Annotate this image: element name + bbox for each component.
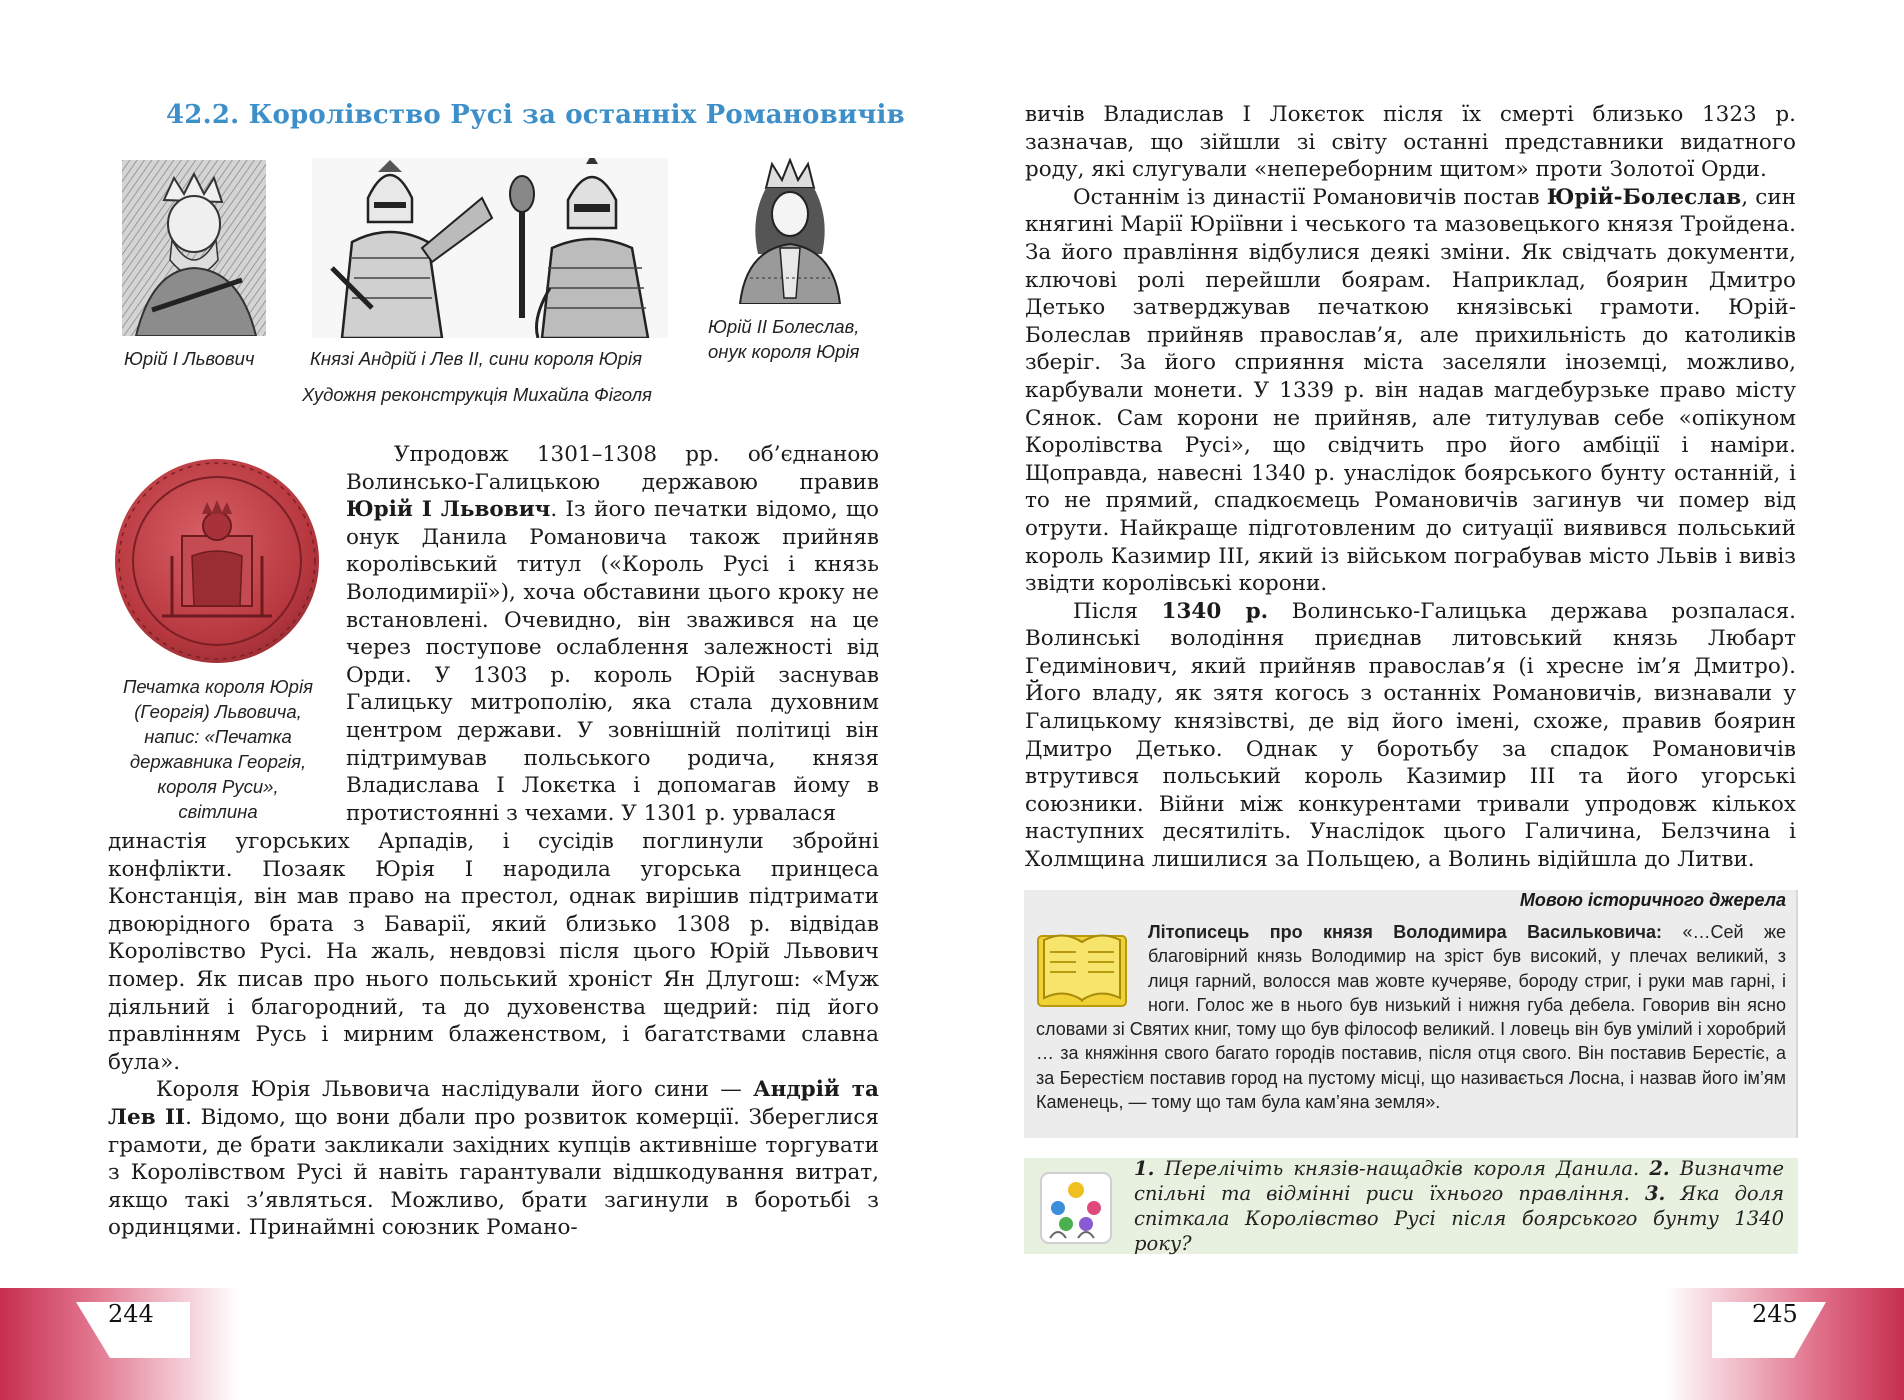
seal-image bbox=[112, 456, 322, 666]
caption-yuriy-ii: Юрій II Болеслав, онук короля Юрія bbox=[708, 316, 860, 362]
caption-seal: Печатка короля Юрія (Георгія) Львовича, напис: «Печатка державника Георгія, короля Руси», світлина bbox=[123, 676, 313, 822]
paragraph-andriy-lev bbox=[108, 1076, 879, 1242]
page-number-right: 245 bbox=[1752, 1300, 1798, 1328]
paragraph-yuriy-i-text bbox=[346, 441, 879, 827]
question-number: 2. bbox=[1649, 1157, 1670, 1180]
source-label: Мовою історичного джерела bbox=[1519, 890, 1786, 910]
group-discussion-icon bbox=[1040, 1172, 1112, 1244]
source-lead: Літописець про князя Володимира Васильковича: bbox=[1148, 922, 1663, 942]
paragraph-lokietek: вичів Владислав I Локєток після їх смерті близько 1323 р. зазначав, що зійшли зі світу останні представники видатного роду, які слугували «непереборним щитом» проти Золотої Орди. bbox=[1025, 102, 1796, 183]
paragraph-after-1340 bbox=[1025, 598, 1796, 874]
portrait-yuriy-ii bbox=[730, 158, 850, 304]
portrait-andriy-lev bbox=[312, 158, 668, 338]
questions-text bbox=[1134, 1156, 1784, 1256]
text-run: Після bbox=[1073, 598, 1162, 624]
source-quote bbox=[1036, 920, 1786, 1114]
bold-term: Юрій-Болеслав bbox=[1546, 184, 1742, 210]
right-column-text bbox=[1025, 101, 1796, 874]
paragraph-yuriy-i bbox=[346, 441, 879, 827]
paragraph-yuriy-i-continued bbox=[108, 828, 879, 1242]
question-text: Яка доля спіткала Королівство Русі після боярського бунту 1340 року? bbox=[1134, 1182, 1784, 1255]
text-run: . Із його печатки відомо, що онук Данила Романовича також прийняв королівський титул («Король Русі і князь Володимирії»), хоча обставини цього кроку не встановлені. Очевидно, він зважився на це через поступове ослаблення залежності від Орди. У 1303 р. король Юрій заснував Галицьку митрополію, яка стала духовним центром держави. У зовнішній політиці він підтримував польського родича, князя Владислава I Локєтка і допомагав йому в протистоянні з чехами. У 1301 р. урвалася bbox=[346, 497, 879, 826]
paragraph-yuriy-boleslav bbox=[1025, 184, 1796, 598]
caption-reconstruction: Художня реконструкція Михайла Фіголя bbox=[302, 384, 652, 405]
bold-term: 1340 р. bbox=[1161, 598, 1269, 624]
bold-term: Юрій I Львович bbox=[346, 497, 551, 523]
caption-andriy-lev: Князі Андрій і Лев II, сини короля Юрія bbox=[310, 348, 642, 369]
bold-term: Андрій та Лев II bbox=[108, 1077, 879, 1130]
question-text: Перелічіть князів-нащадків короля Данила. bbox=[1154, 1157, 1650, 1180]
text-run: Короля Юрія Львовича наслідували його сини — bbox=[156, 1077, 754, 1103]
text-run: Останнім із династії Романовичів постав bbox=[1073, 184, 1547, 210]
question-number: 3. bbox=[1644, 1182, 1666, 1205]
text-run: Упродовж 1301–1308 рр. об’єднаною Волинсько-Галицькою державою правив bbox=[346, 442, 879, 495]
text-run: . Відомо, що вони дбали про розвиток комерції. Збереглися грамоти, де брати закликали західних купців активніше торгувати з Королівством Русі й навіть гарантували відшкодування витрат, якщо такі з’являться. Можливо, брати загинули в боротьбі з ординцями. Принаймні союзник Романо- bbox=[108, 1104, 880, 1241]
text-run: Волинсько-Галицька держава розпалася. Волинські володіння приєднав литовський князь Любарт Гедимінович, який прийняв православ’я (і хресне ім’я Дмитро). Його владу, як зятя когось з останніх Романовичів, визнавали у Галицькому князівстві, де від його імені, схоже, правив боярин Дмитро Детько. Однак у боротьбу за спадок Романовичів втрутився польський король Казимир III та його угорські союзники. Війни між конкурентами тривали упродовж кількох наступних десятиліть. Унаслідок цього Галичина, Белзчина і Холмщина лишилися за Польщею, а Волинь відійшла до Литви. bbox=[1025, 598, 1796, 873]
portrait-yuriy-i bbox=[122, 160, 266, 336]
page-number-left: 244 bbox=[108, 1300, 154, 1328]
question-number: 1. bbox=[1134, 1157, 1155, 1180]
open-book-icon bbox=[1036, 926, 1128, 1008]
source-text: «…Сей же благовірний князь Володимир на зріст був високий, у плечах великий, з лиця гарний, волосся мав жовте кучеряве, бороду стриг, і руки мав гарні, і ноги. Голос же в нього був низький і нижня губа дебела. Говорив він ясно словами зі Святих книг, тому що був філософ великий. І ловець він був умілий і хоробрий … за княжіння свого багато городів поставив, після отця свого. Він поставив Берестіє, а за Берестієм поставив город на пустому місці, що називається Лосна, і назвав його ім’ям Каменець, — тому що там була кам’яна земля». bbox=[1036, 922, 1786, 1113]
paragraph-continued-text: династія угорських Арпадів, і сусідів поглинули збройні конфлікти. Позаяк Юрія I народила угорська принцеса Констанція, він мав право на престол, однак вирішив підтримати двоюрідного брата з Баварії, який близько 1308 р. відвідав Королівство Русі. На жаль, невдовзі після цього Юрій Львович помер. Як писав про нього польський хроніст Ян Длугош: «Муж діяльний і благородний, та до духовенства щедрий: під його правлінням Русь і мирним блаженством, і багатствами славна була». bbox=[108, 829, 879, 1075]
section-heading: 42.2. Королівство Русі за останніх Романовичів bbox=[166, 100, 905, 130]
caption-yuriy-i: Юрій I Львович bbox=[124, 348, 255, 369]
text-run: , син княгині Марії Юріївни і чеського та мазовецького князя Тройдена. За його правління відбулися деякі зміни. Як свідчать документи, ключові ролі перейшли боярам. Наприклад, боярин Дмитро Детько затверджував печаткою князівські грамоти. Юрій-Болеслав прийняв православ’я, але прихильність до католиків зберіг. За його сприяння міста заселяли іноземці, можливо, карбували монети. У 1339 р. він надав магдебурзьке право місту Сянок. Сам корони не прийняв, але титулував себе «опікуном Королівства Русі», що свідчить про його амбіції і наміри. Щоправда, навесні 1340 р. унаслідок боярського бунту останній, і то не прямий, спадкоємець Романовичів загинув чи помер від отрути. Найкраще підготовленим до ситуації виявився польський король Казимир III, який із військом пограбував місто Львів і вивіз звідти королівські корони. bbox=[1025, 184, 1796, 597]
question-text: Визначте спільні та відмінні риси їхнього правління. bbox=[1134, 1157, 1784, 1205]
